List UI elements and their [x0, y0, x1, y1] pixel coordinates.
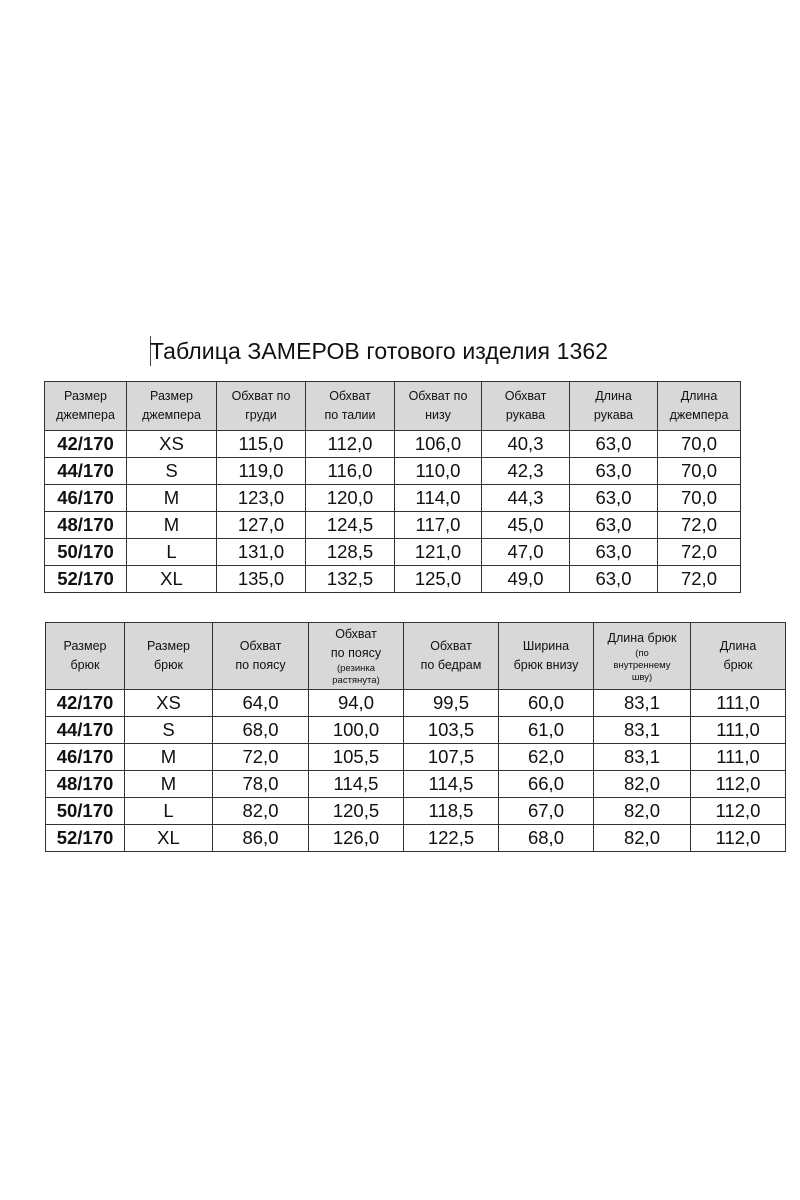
trousers-row: [46, 744, 786, 771]
trousers-cell: 67,0: [499, 798, 594, 825]
trousers-cell: 112,0: [691, 825, 786, 852]
jumper-cell: 52/170: [45, 566, 127, 593]
jumper-row: [45, 485, 741, 512]
trousers-cell: 82,0: [594, 798, 691, 825]
trousers-cell: 72,0: [213, 744, 309, 771]
trousers-cell: 114,5: [404, 771, 499, 798]
trousers-cell: 66,0: [499, 771, 594, 798]
trousers-cell: 82,0: [594, 771, 691, 798]
jumper-cell: 70,0: [658, 458, 741, 485]
jumper-cell: 72,0: [658, 512, 741, 539]
jumper-header-cell: Обхват по талии: [306, 382, 395, 431]
jumper-cell: 63,0: [570, 431, 658, 458]
jumper-cell: XL: [127, 566, 217, 593]
jumper-header-cell: Размер джемпера: [45, 382, 127, 431]
trousers-header-cell: Длина брюк: [691, 623, 786, 690]
jumper-cell: 117,0: [395, 512, 482, 539]
trousers-row: [46, 717, 786, 744]
trousers-cell: 107,5: [404, 744, 499, 771]
jumper-table-body: [45, 431, 741, 593]
trousers-cell: 103,5: [404, 717, 499, 744]
jumper-cell: 120,0: [306, 485, 395, 512]
jumper-cell: 63,0: [570, 458, 658, 485]
jumper-cell: 63,0: [570, 485, 658, 512]
trousers-cell: 118,5: [404, 798, 499, 825]
trousers-row: [46, 825, 786, 852]
trousers-cell: 83,1: [594, 717, 691, 744]
jumper-cell: 106,0: [395, 431, 482, 458]
jumper-cell: 48/170: [45, 512, 127, 539]
jumper-cell: 44/170: [45, 458, 127, 485]
jumper-cell: XS: [127, 431, 217, 458]
trousers-cell: 100,0: [309, 717, 404, 744]
trousers-row: [46, 690, 786, 717]
jumper-cell: 123,0: [217, 485, 306, 512]
jumper-cell: 49,0: [482, 566, 570, 593]
jumper-header-cell: Обхват по низу: [395, 382, 482, 431]
jumper-row: [45, 512, 741, 539]
trousers-measurements-table: [45, 622, 786, 852]
trousers-cell: 122,5: [404, 825, 499, 852]
jumper-cell: 50/170: [45, 539, 127, 566]
jumper-cell: 110,0: [395, 458, 482, 485]
jumper-cell: 121,0: [395, 539, 482, 566]
jumper-cell: 128,5: [306, 539, 395, 566]
trousers-cell: M: [125, 744, 213, 771]
jumper-cell: 70,0: [658, 485, 741, 512]
trousers-cell: 64,0: [213, 690, 309, 717]
trousers-cell: 46/170: [46, 744, 125, 771]
jumper-cell: L: [127, 539, 217, 566]
trousers-header-cell: Длина брюк (по внутреннему шву): [594, 623, 691, 690]
trousers-cell: 52/170: [46, 825, 125, 852]
trousers-cell: 42/170: [46, 690, 125, 717]
jumper-cell: 72,0: [658, 539, 741, 566]
trousers-cell: 83,1: [594, 690, 691, 717]
jumper-cell: 119,0: [217, 458, 306, 485]
trousers-cell: S: [125, 717, 213, 744]
jumper-header-row: [45, 382, 741, 431]
trousers-cell: 111,0: [691, 717, 786, 744]
trousers-cell: 99,5: [404, 690, 499, 717]
jumper-cell: 125,0: [395, 566, 482, 593]
jumper-cell: 72,0: [658, 566, 741, 593]
trousers-cell: 105,5: [309, 744, 404, 771]
trousers-header-cell: Обхват по поясу (резинка растянута): [309, 623, 404, 690]
jumper-cell: 112,0: [306, 431, 395, 458]
trousers-cell: 114,5: [309, 771, 404, 798]
jumper-cell: 131,0: [217, 539, 306, 566]
jumper-cell: 63,0: [570, 539, 658, 566]
jumper-row: [45, 458, 741, 485]
jumper-cell: 46/170: [45, 485, 127, 512]
jumper-cell: 42,3: [482, 458, 570, 485]
jumper-cell: 114,0: [395, 485, 482, 512]
jumper-header-cell: Длина рукава: [570, 382, 658, 431]
jumper-cell: 40,3: [482, 431, 570, 458]
trousers-cell: 78,0: [213, 771, 309, 798]
trousers-header-cell: Ширина брюк внизу: [499, 623, 594, 690]
trousers-cell: 111,0: [691, 744, 786, 771]
trousers-cell: 82,0: [594, 825, 691, 852]
trousers-header-row: [46, 623, 786, 690]
trousers-cell: 126,0: [309, 825, 404, 852]
jumper-cell: 70,0: [658, 431, 741, 458]
trousers-cell: 68,0: [499, 825, 594, 852]
jumper-cell: 116,0: [306, 458, 395, 485]
jumper-cell: M: [127, 512, 217, 539]
page-title: Таблица ЗАМЕРОВ готового изделия 1362: [150, 338, 609, 364]
jumper-cell: 63,0: [570, 566, 658, 593]
trousers-cell: XL: [125, 825, 213, 852]
jumper-row: [45, 539, 741, 566]
jumper-row: [45, 566, 741, 593]
trousers-cell: 112,0: [691, 771, 786, 798]
jumper-cell: 132,5: [306, 566, 395, 593]
trousers-table-body: [46, 690, 786, 852]
trousers-cell: 83,1: [594, 744, 691, 771]
trousers-cell: 61,0: [499, 717, 594, 744]
trousers-cell: XS: [125, 690, 213, 717]
trousers-cell: 111,0: [691, 690, 786, 717]
trousers-cell: 94,0: [309, 690, 404, 717]
jumper-header-cell: Размер джемпера: [127, 382, 217, 431]
jumper-cell: 124,5: [306, 512, 395, 539]
jumper-cell: M: [127, 485, 217, 512]
trousers-cell: 120,5: [309, 798, 404, 825]
trousers-cell: 86,0: [213, 825, 309, 852]
trousers-cell: 60,0: [499, 690, 594, 717]
jumper-cell: 47,0: [482, 539, 570, 566]
trousers-cell: 62,0: [499, 744, 594, 771]
trousers-header-cell: Размер брюк: [125, 623, 213, 690]
trousers-row: [46, 798, 786, 825]
jumper-cell: 42/170: [45, 431, 127, 458]
trousers-cell: 82,0: [213, 798, 309, 825]
trousers-header-cell: Обхват по бедрам: [404, 623, 499, 690]
trousers-cell: 48/170: [46, 771, 125, 798]
jumper-cell: 135,0: [217, 566, 306, 593]
trousers-cell: M: [125, 771, 213, 798]
trousers-header-cell: Размер брюк: [46, 623, 125, 690]
jumper-cell: 63,0: [570, 512, 658, 539]
jumper-cell: 44,3: [482, 485, 570, 512]
jumper-header-cell: Длина джемпера: [658, 382, 741, 431]
trousers-cell: 44/170: [46, 717, 125, 744]
jumper-cell: 45,0: [482, 512, 570, 539]
trousers-header-cell: Обхват по поясу: [213, 623, 309, 690]
trousers-cell: L: [125, 798, 213, 825]
jumper-header-cell: Обхват по груди: [217, 382, 306, 431]
trousers-cell: 112,0: [691, 798, 786, 825]
trousers-row: [46, 771, 786, 798]
jumper-row: [45, 431, 741, 458]
jumper-header-cell: Обхват рукава: [482, 382, 570, 431]
jumper-measurements-table: [44, 381, 741, 593]
jumper-cell: 115,0: [217, 431, 306, 458]
jumper-cell: S: [127, 458, 217, 485]
jumper-cell: 127,0: [217, 512, 306, 539]
trousers-cell: 50/170: [46, 798, 125, 825]
trousers-cell: 68,0: [213, 717, 309, 744]
